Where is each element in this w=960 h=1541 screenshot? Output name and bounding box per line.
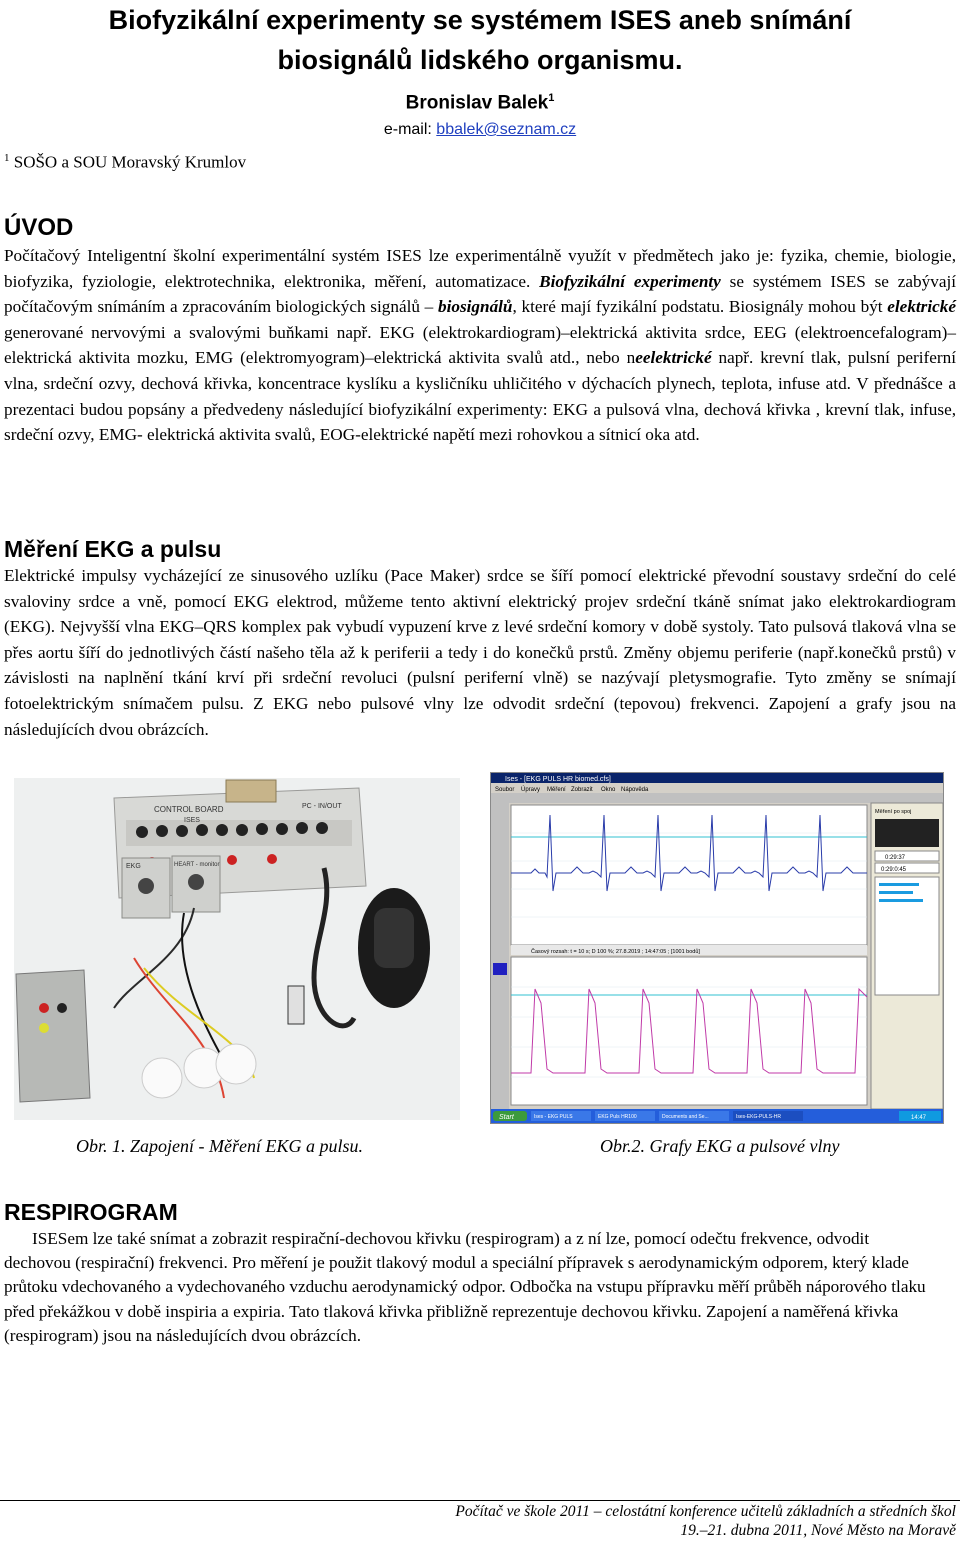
affiliation-text: SOŠO a SOU Moravský Krumlov (9, 152, 247, 172)
ekg-heading: Měření EKG a pulsu (4, 536, 222, 562)
footer (455, 1502, 956, 1540)
task-item-1[interactable]: Ises - EKG PULS (534, 1114, 573, 1120)
affiliation (4, 152, 246, 173)
title-line-1: Biofyzikální experimenty se systémem ISES aneb snímání (108, 5, 852, 35)
intro-text-5: např. krevní tlak, pulsní periferní vlna, srdeční ozvy, dechová křivka, koncentrace kyslíku a kysličníku uhličitého v dýchacích plynech, teplota, infuse atd. V přednášce a prezentaci budou popsány a předvedeny následující biofyzikální experimenty: EKG a pulsová vlna, dechová křivka , krevní tlak, infuse, srdeční ozvy, EMG- elektrická aktivita svalů, EOG-elektrické napětí mezi rohovkou a sítnicí oka atd. (4, 348, 956, 445)
footer-line-2: 19.–21. dubna 2011, Nové Město na Moravě (680, 1522, 956, 1539)
intro-text-3: , které mají fyzikální podstatu. Biosignály mohou být (512, 297, 888, 317)
email-line (0, 121, 960, 139)
menu-item-6[interactable]: Nápověda (621, 787, 649, 793)
module-heart-label: HEART - monitor (174, 862, 220, 868)
resp-paragraph: ISESem lze také snímat a zobrazit respirační-dechovou křivku (respirogram) a z ní lze, pomocí odečtu frekvence, odvodit dechovou (respirační) frekvenci. Pro měření je použit tlakový modul a speciální přípravek s aerodynamickým odporem, který klade průtoku vdechovaného a vydechovaného vzduchu aerodynamický odpor. Odbočka na vstupu přípravku měří průběh náporového tlaku před překážkou v době inspiria a expiria. Tato tlaková křivka přibližně reprezentuje dechovou křivku. Zapojení a naměřená křivka (respirogram) jsou na následujících dvou obrázcích. (4, 1229, 926, 1345)
ekg-paragraph: Elektrické impulsy vycházející ze sinusového uzlíku (Pace Maker) srdce se šíří pomocí elektrické převodní soustavy srdeční do celé svaloviny srdce a vně, pomocí EKG elektrod, můžeme tento aktivní elektrický projev srdeční tkáně snímat jako elektrokardiogram (EKG). Nejvyšší vlna EKG–QRS komplex pak vybudí vypuzení krve z levé srdeční komory v době systoly. Tato pulsová tlaková vlna se přes aortu šíří do jednotlivých částí našeho těla až k periferii a tedy i do konečků prstů. Změny objemu periferie (např.konečků prstů) v závislosti na naplnění tkání krví při srdeční revoluci (pulsní periferní vlně) se nazývají pletysmografie. Tyto změny se snímají fotoelektrickým snímačem pulsu. Z EKG nebo pulsové vlny lze odvodit srdeční (tepovou) frekvenci. Zapojení a grafy jsou na následujících dvou obrázcích. (4, 566, 956, 739)
menu-item-1[interactable]: Soubor (495, 787, 515, 793)
board-pc-label: PC - IN/OUT (302, 803, 342, 810)
author-name: Bronislav Balek (405, 92, 549, 114)
board-label-2: ISES (184, 817, 200, 824)
intro-bold-4: eelektrické (635, 348, 712, 368)
figure-2-caption: Obr.2. Grafy EKG a pulsové vlny (600, 1136, 840, 1156)
ekg-software-window (491, 773, 943, 1123)
clock: 14:47 (911, 1115, 927, 1121)
apparatus-illustration (14, 778, 460, 1120)
task-item-3[interactable]: Documents and Se... (662, 1114, 709, 1120)
footer-line-1: Počítač ve škole 2011 – celostátní konference učitelů základních a středních škol (455, 1503, 956, 1520)
intro-bold-2: biosignálů (437, 297, 513, 317)
panel-title: Měření po spoj (875, 809, 912, 815)
intro-bold-1: Biofyzikální experimenty (539, 271, 721, 291)
menu-item-2[interactable]: Úpravy (521, 787, 541, 793)
resp-heading: RESPIROGRAM (4, 1199, 178, 1225)
intro-text-4: generované nervovými a svalovými buňkami např. EKG (elektrokardiogram)–elektrická aktivita srdce, EEG (elektroencefalogram)–elektrická aktivita mozku, EMG (elektromyogram)–elektrická aktivita svalů atd., nebo n (4, 322, 956, 368)
email-prefix: e-mail: (383, 121, 437, 138)
intro-paragraph (4, 243, 956, 448)
intro-heading: ÚVOD (4, 214, 74, 241)
figure-1-caption: Obr. 1. Zapojení - Měření EKG a pulsu. (76, 1136, 363, 1156)
menu-item-4[interactable]: Zobrazit (571, 787, 593, 793)
panel-time: 0:29:37 (885, 855, 906, 861)
author (0, 92, 960, 114)
figure-1-photo (14, 778, 460, 1120)
menu-item-3[interactable]: Měření (547, 787, 566, 793)
task-item-4[interactable]: Ises-EKG-PULS-HR (736, 1114, 782, 1120)
author-sup: 1 (548, 92, 555, 104)
email-link[interactable]: bbalek@seznam.cz (436, 121, 577, 138)
intro-bold-3: elektrické (887, 297, 956, 317)
affiliation-sup: 1 (4, 152, 10, 164)
window-title: Ises - [EKG PULS HR biomed.cfs] (505, 776, 611, 783)
board-label: CONTROL BOARD (154, 805, 224, 814)
panel-value: 0:29:0:45 (881, 867, 907, 873)
module-ekg-label: EKG (126, 863, 141, 870)
intro-text-1: Počítačový Inteligentní školní experimentální systém ISES lze experimentálně využít v předmětech jako je: fyzika, chemie, biologie, biofyzika, fyziologie, elektrotechnika, elektronika, měření, automatizace. (4, 246, 956, 291)
figure-2-screenshot (490, 772, 944, 1124)
menu-item-5[interactable]: Okno (601, 787, 616, 793)
start-button[interactable]: Start (499, 1114, 514, 1121)
task-item-2[interactable]: EKG Puls HR100 (598, 1114, 637, 1120)
graph-status: Časový rozsah: t = 10 s; D 100 %; 27.8.2019 ; 14:47:05 ; [1001 bodů] (531, 949, 700, 955)
page-title (0, 0, 960, 80)
title-line-2: biosignálů lidského organismu. (277, 45, 683, 75)
footer-divider (0, 1500, 960, 1501)
intro-text-2: se systémem ISES se zabývají počítačovým snímáním a zpracováním biologických signálů – (4, 271, 956, 317)
